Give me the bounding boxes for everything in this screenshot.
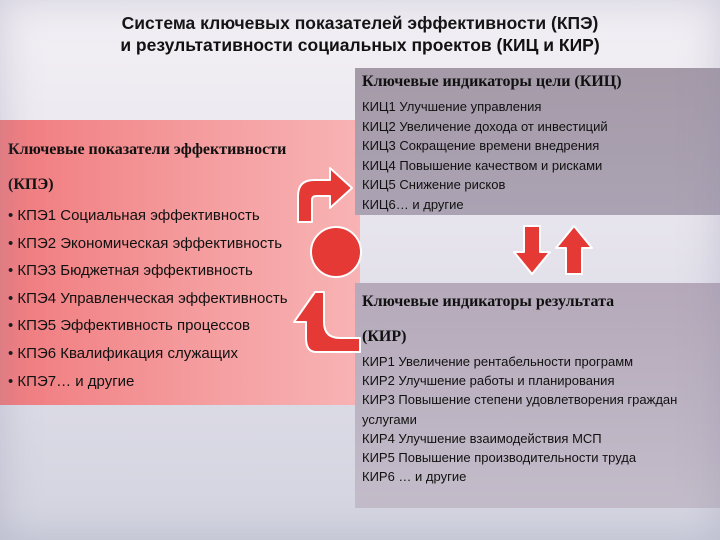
kpe-heading-line-2: (КПЭ) [8,176,54,193]
kpe-heading-line-1: Ключевые показатели эффективности [8,141,287,158]
kir-heading-line-2: (КИР) [362,328,407,345]
kic-item: КИЦ1 Улучшение управления [362,99,542,114]
arrow-up-icon [556,226,592,274]
kic-item: КИЦ4 Повышение качеством и рисками [362,157,603,173]
title-line-1: Система ключевых показателей эффективности (КПЭ) [121,13,599,33]
kic-item: КИЦ3 Сокращение времени внедрения [362,138,600,153]
curved-arrow-up-right-icon [298,168,352,222]
kpe-item: • КПЭ5 Эффективность процессов [8,312,368,340]
kir-item: КИР2 Улучшение работы и планирования [362,373,615,389]
kir-item: КИР6 … и другие [362,469,467,485]
red-circle-icon [311,227,361,277]
kpe-item: • КПЭ7… и другие [8,368,368,396]
kpe-item: • КПЭ1 Социальная эффективность [8,202,368,230]
kic-item: КИЦ2 Увеличение дохода от инвестиций [362,118,608,134]
kpe-item: • КПЭ2 Экономическая эффективность [8,230,368,258]
kir-item: КИР3 Повышение степени удовлетворения граждан услугами [362,392,678,427]
kpe-item: • КПЭ6 Квалификация служащих [8,340,368,368]
kir-item: КИР1 Увеличение рентабельности программ [362,354,634,369]
kir-item: КИР5 Повышение производительности труда [362,450,637,466]
kir-item: КИР4 Улучшение взаимодействия МСП [362,430,602,446]
kir-heading-line-1: Ключевые индикаторы результата [362,293,615,310]
kic-item: КИЦ6… и другие [362,196,464,212]
kpe-item: • КПЭ3 Бюджетная эффективность [8,257,368,285]
kic-heading: Ключевые индикаторы цели (КИЦ) [362,73,622,90]
arrow-down-icon [514,226,550,274]
curved-arrow-down-left-icon [294,292,360,352]
kic-item: КИЦ5 Снижение рисков [362,177,506,192]
title-line-2: и результативности социальных проектов (КИЦ и КИР) [120,35,600,55]
kpe-item: • КПЭ4 Управленческая эффективность [8,285,368,313]
